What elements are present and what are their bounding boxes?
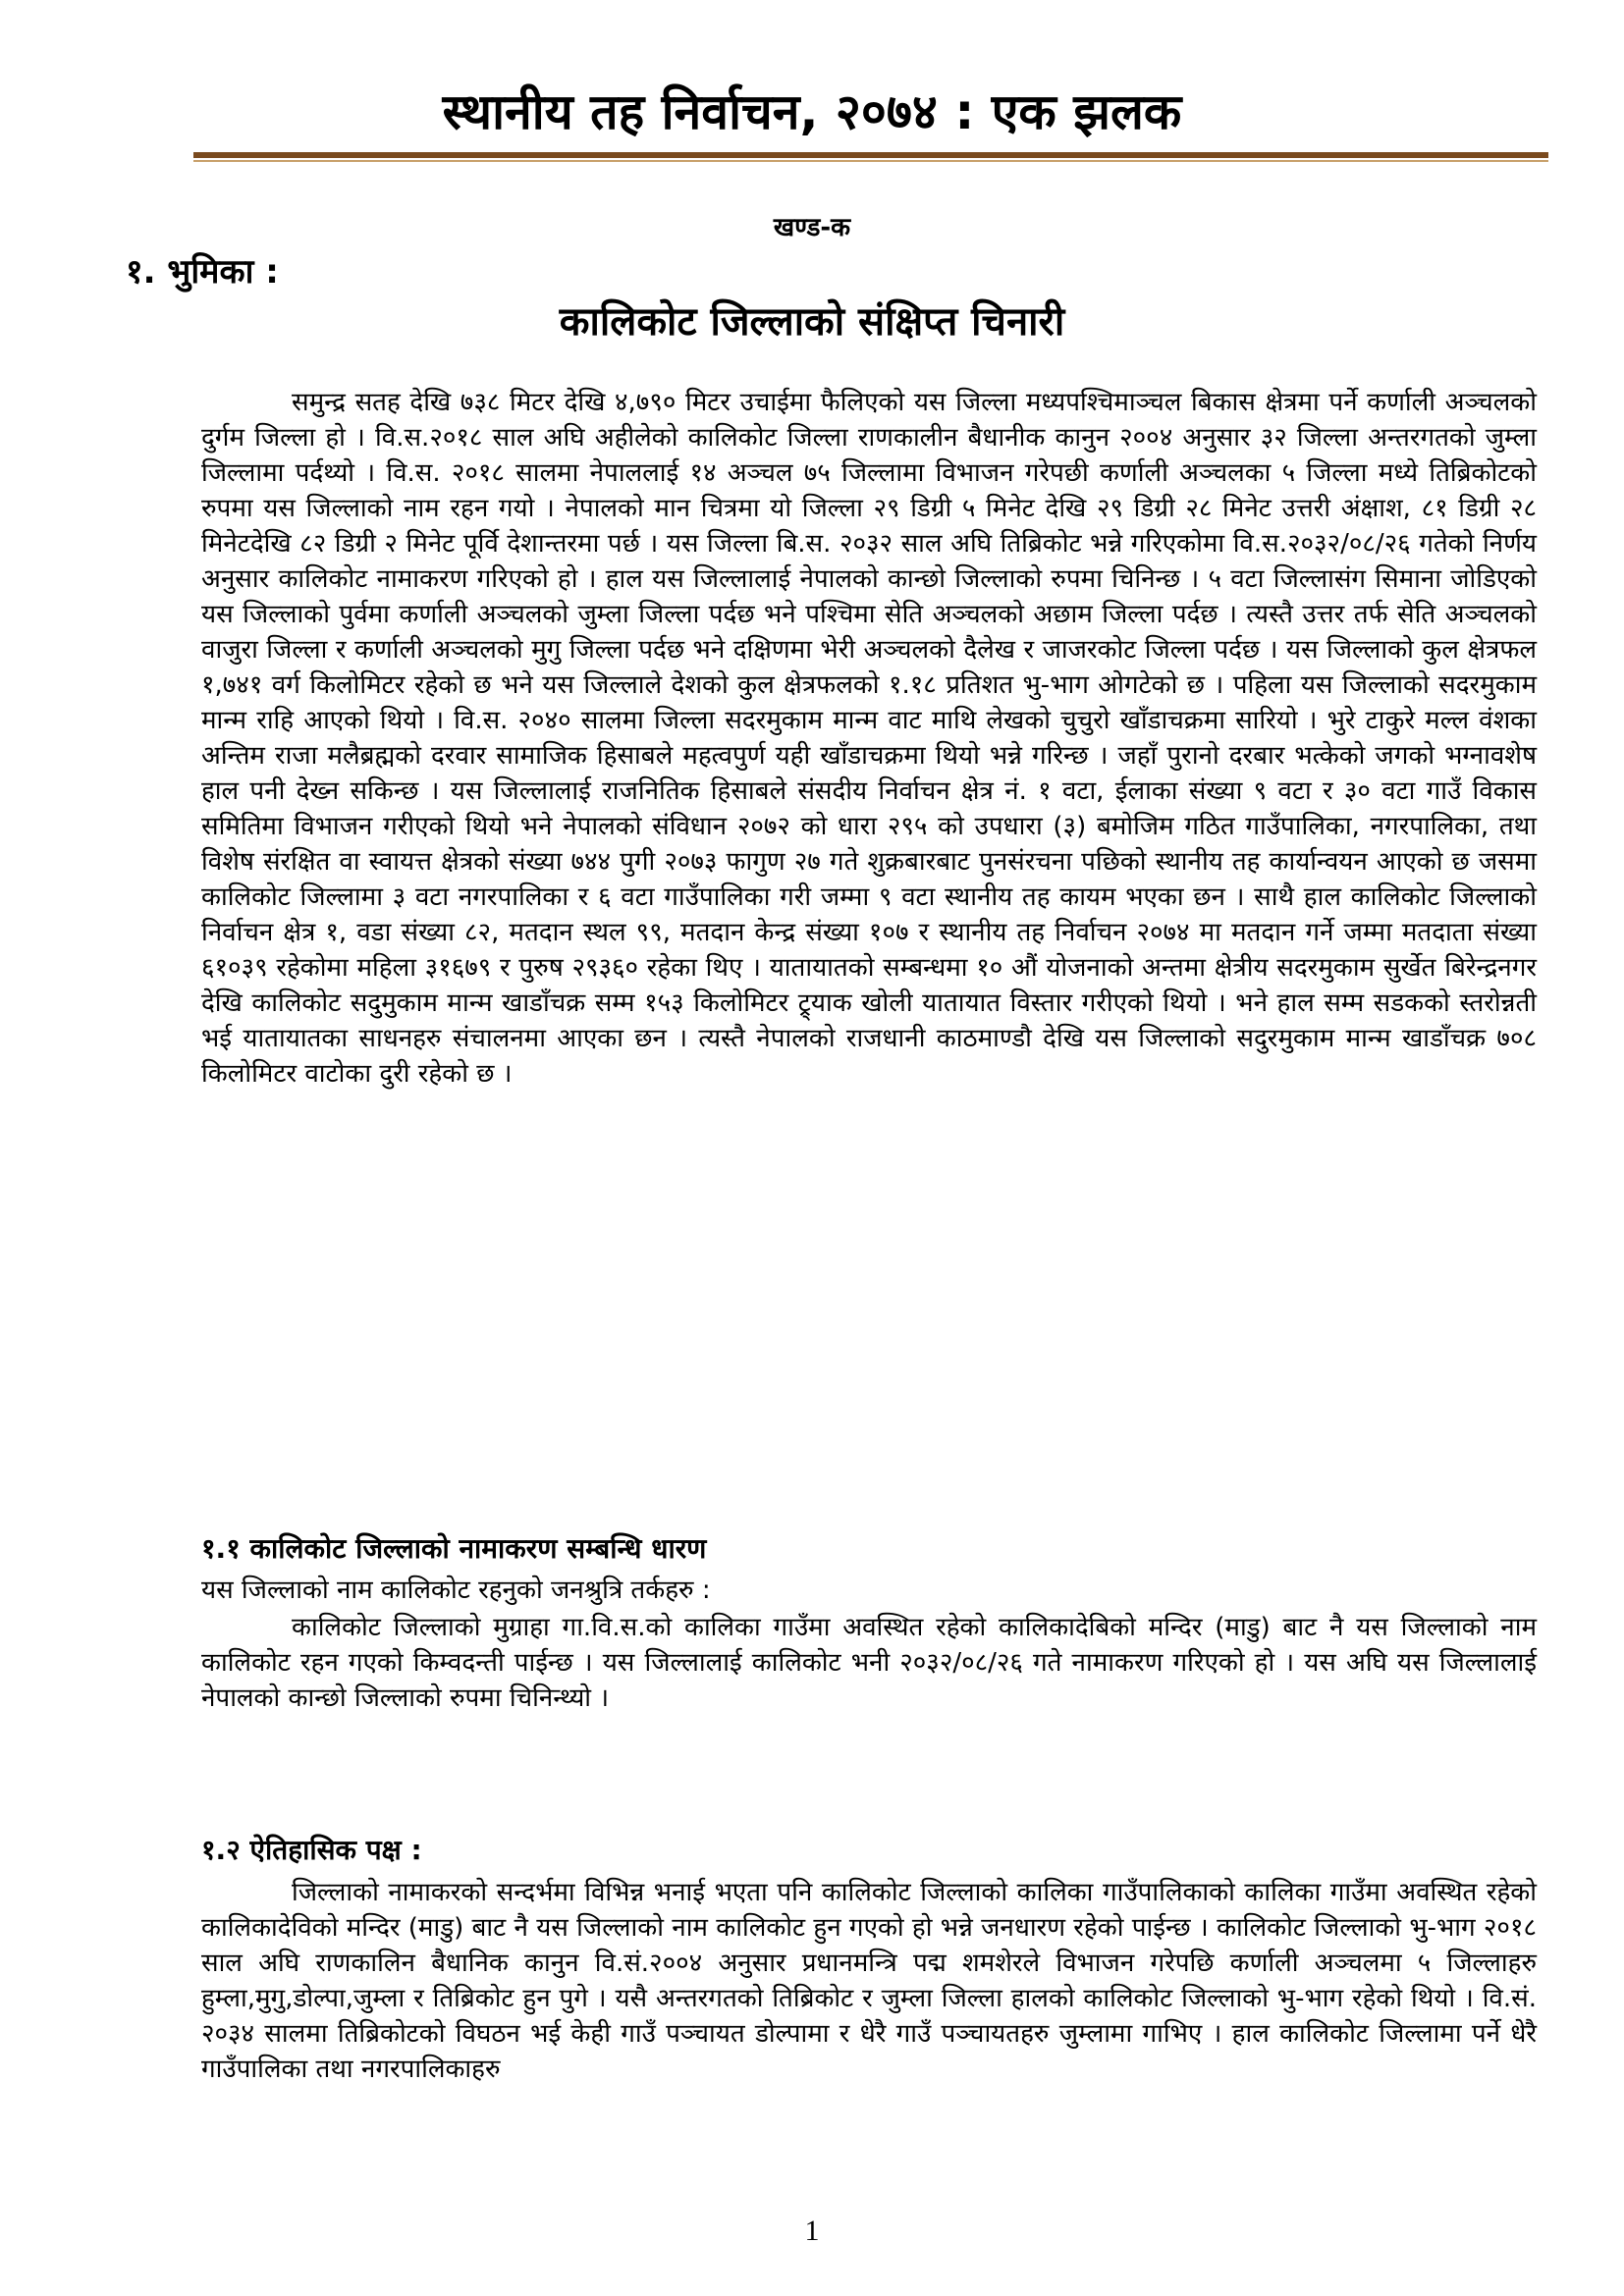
section-1-2-paragraph-text: जिल्लाको नामाकरको सन्दर्भमा विभिन्न भनाई भएता पनि कालिकोट जिल्लाको कालिका गाउँपालिकाको कालिका गाउँमा अवस्थित रहेको कालिकादेविको मन्दिर (माडु) बाट नै यस जिल्लाको नाम कालिकोट हुन गएको हो भन्ने जनधारण रहेको पाईन्छ । कालिकोट जिल्लाको भु-भाग २०१८ साल अघि राणकालिन बैधानिक कानुन वि.सं.२००४ अनुसार प्रधानमन्त्रि पद्म शमशेरले विभाजन गरेपछि कर्णाली अञ्चलमा ५ जिल्लाहरु हुम्ला,मुगु,डोल्पा,जुम्ला र तिब्रिकोट हुन पुगे । यसै अन्तरगतको तिब्रिकोट र जुम्ला जिल्ला हालको कालिकोट जिल्लाको भु-भाग रहेको थियो । वि.सं. २०३४ सालमा तिब्रिकोटको विघठन भई केही गाउँ पञ्चायत डोल्पामा र धेरै गाउँ पञ्चायतहरु जुम्लामा गाभिए । हाल कालिकोट जिल्लामा पर्ने धेरै गाउँपालिका तथा नगरपालिकाहरु — [201, 1878, 1537, 2084]
section-label: खण्ड-क — [773, 213, 851, 242]
page-number: 1 — [804, 2215, 820, 2247]
section-1-2-paragraph — [201, 1875, 1537, 2087]
header-rule-accent — [193, 160, 1548, 162]
intro-heading: १. भुमिका : — [126, 252, 279, 292]
section-1-1-paragraph-text: कालिकोट जिल्लाको मुग्राहा गा.वि.स.को कालिका गाउँमा अवस्थित रहेको कालिकादेबिको मन्दिर (माडु) बाट नै यस जिल्लाको नाम कालिकोट रहन गएको किम्वदन्ती पाईन्छ । यस जिल्लालाई कालिकोट भनी २०३२/०८/२६ गते नामाकरण गरिएको हो । यस अघि यस जिल्लालाई नेपालको कान्छो जिल्लाको रुपमा चिनिन्थ्यो । — [201, 1613, 1537, 1713]
intro-paragraph-text: समुन्द्र सतह देखि ७३८ मिटर देखि ४,७९० मिटर उचाईमा फैलिएको यस जिल्ला मध्यपश्चिमाञ्चल बिकास क्षेत्रमा पर्ने कर्णाली अञ्चलको दुर्गम जिल्ला हो । वि.स.२०१८ साल अघि अहीलेको कालिकोट जिल्ला राणकालीन बैधानीक कानुन २००४ अनुसार ३२ जिल्ला अन्तरगतको जुम्ला जिल्लामा पर्दथ्यो । वि.स. २०१८ सालमा नेपाललाई १४ अञ्चल ७५ जिल्लामा विभाजन गरेपछी कर्णाली अञ्चलका ५ जिल्ला मध्ये तिब्रिकोटको रुपमा यस जिल्लाको नाम रहन गयो । नेपालको मान चित्रमा यो जिल्ला २९ डिग्री ५ मिनेट देखि २९ डिग्री २८ मिनेट उत्तरी अंक्षाश, ८१ डिग्री २८ मिनेटदेखि ८२ डिग्री २ मिनेट पूर्वि देशान्तरमा पर्छ । यस जिल्ला बि.स. २०३२ साल अघि तिब्रिकोट भन्ने गरिएकोमा वि.स.२०३२/०८/२६ गतेको निर्णय अनुसार कालिकोट नामाकरण गरिएको हो । हाल यस जिल्लालाई नेपालको कान्छो जिल्लाको रुपमा चिनिन्छ । ५ वटा जिल्लासंग सिमाना जोडिएको यस जिल्लाको पुर्वमा कर्णाली अञ्चलको जुम्ला जिल्ला पर्दछ भने पश्चिमा सेति अञ्चलको अछाम जिल्ला पर्दछ । त्यस्तै उत्तर तर्फ सेति अञ्चलको वाजुरा जिल्ला र कर्णाली अञ्चलको मुगु जिल्ला पर्दछ भने दक्षिणमा भेरी अञ्चलको दैलेख र जाजरकोट जिल्ला पर्दछ । यस जिल्लाको कुल क्षेत्रफल १,७४१ वर्ग किलोमिटर रहेको छ भने यस जिल्लाले देशको कुल क्षेत्रफलको १.१८ प्रतिशत भु-भाग ओगटेको छ । पहिला यस जिल्लाको सदरमुकाम मान्म राहि आएको थियो । वि.स. २०४० सालमा जिल्ला सदरमुकाम मान्म वाट माथि लेखको चुचुरो खाँडाचक्रमा सारियो । भुरे टाकुरे मल्ल वंशका अन्तिम राजा मलैब्रह्मको दरवार सामाजिक हिसाबले महत्वपुर्ण यही खाँडाचक्रमा थियो भन्ने गरिन्छ । जहाँ पुरानो दरबार भत्केको जगको भग्नावशेष हाल पनी देख्न सकिन्छ । यस जिल्लालाई राजनितिक हिसाबले संसदीय निर्वाचन क्षेत्र नं. १ वटा, ईलाका संख्या ९ वटा र ३० वटा गाउँ विकास समितिमा विभाजन गरीएको थियो भने नेपालको संविधान २०७२ को धारा २९५ को उपधारा (३) बमोजिम गठित गाउँपालिका, नगरपालिका, तथा विशेष संरक्षित वा स्वायत्त क्षेत्रको संख्या ७४४ पुगी २०७३ फागुण २७ गते शुक्रबारबाट पुनसंरचना पछिको स्थानीय तह कार्यान्वयन आएको छ जसमा कालिकोट जिल्लामा ३ वटा नगरपालिका र ६ वटा गाउँपालिका गरी जम्मा ९ वटा स्थानीय तह कायम भएका छन । साथै हाल कालिकोट जिल्लाको निर्वाचन क्षेत्र १, वडा संख्या ८२, मतदान स्थल ९९, मतदान केन्द्र संख्या १०७ र स्थानीय तह निर्वाचन २०७४ मा मतदान गर्ने जम्मा मतदाता संख्या ६१०३९ रहेकोमा महिला ३१६७९ र पुरुष २९३६० रहेका थिए । यातायातको सम्बन्धमा १० औं योजनाको अन्तमा क्षेत्रीय सदरमुकाम सुर्खेत बिरेन्द्रनगर देखि कालिकोट सदुमुकाम मान्म खाडाँचक्र सम्म १५३ किलोमिटर ट्र्याक खोली यातायात विस्तार गरीएको थियो । भने हाल सम्म सडकको स्तरोन्नती भई यातायातका साधनहरु संचालनमा आएका छन । त्यस्तै नेपालको राजधानी काठमाण्डौ देखि यस जिल्लाको सदुरमुकाम मान्म खाडाँचक्र ७०८ किलोमिटर वाटोका दुरी रहेको छ । — [201, 388, 1537, 1089]
section-1-2-heading: १.२ ऐतिहासिक पक्ष : — [201, 1834, 422, 1866]
intro-paragraph — [201, 385, 1537, 1092]
section-1-1-paragraph — [201, 1610, 1537, 1716]
section-1-1-heading: १.१ कालिकोट जिल्लाको नामाकरण सम्बन्धि धारण — [201, 1532, 707, 1565]
section-1-1-subtitle: यस जिल्लाको नाम कालिकोट रहनुको जनश्रुत्रि तर्कहरु : — [201, 1575, 711, 1605]
header-rule — [193, 152, 1548, 158]
main-title: कालिकोट जिल्लाको संक्षिप्त चिनारी — [559, 299, 1065, 345]
header-title: स्थानीय तह निर्वाचन, २०७४ : एक झलक — [442, 83, 1182, 140]
